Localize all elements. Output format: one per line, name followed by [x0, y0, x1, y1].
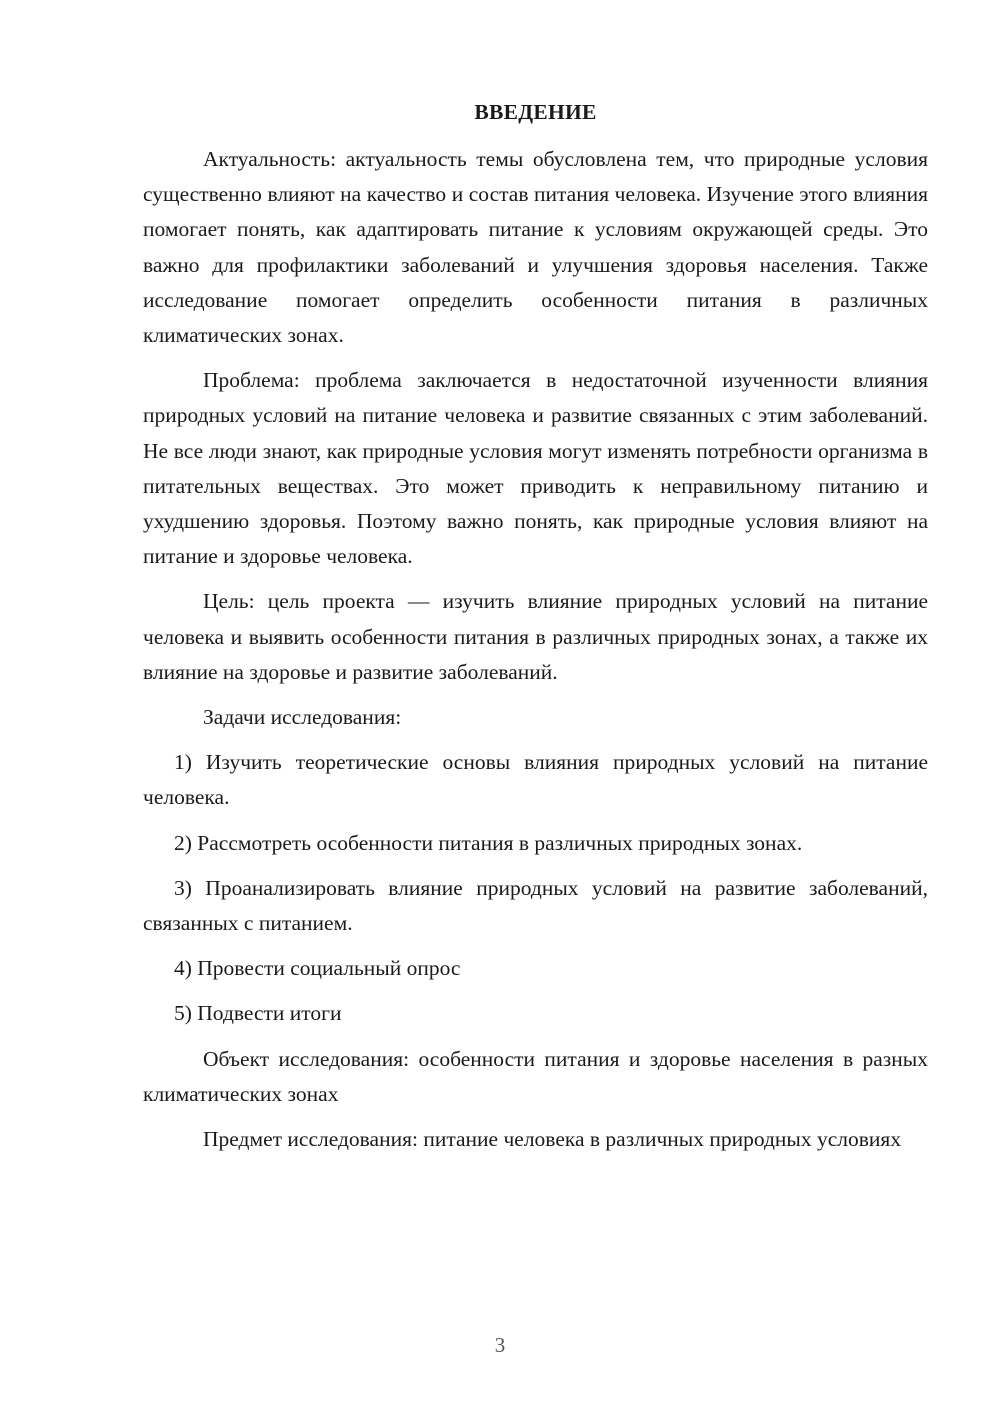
task-item-2: 2) Рассмотреть особенности питания в различных природных зонах. [174, 830, 803, 855]
tasks-intro: Задачи исследования: [203, 705, 402, 730]
task-item-3: 3) Проанализировать влияние природных условий на развитие заболеваний, связанных с питанием. [143, 875, 928, 936]
section-heading: ВВЕДЕНИЕ [474, 100, 597, 124]
task-item-5: 5) Подвести итоги [174, 1001, 342, 1026]
relevance-paragraph: Актуальность: актуальность темы обусловлена тем, что природные условия существенно влияют на качество и состав питания человека. Изучение этого влияния помогает понять, как адаптировать питание к условиям окружающей среды. Это важно для профилактики заболеваний и улучшения здоровья населения. Также исследование помогает определить особенности питания в различных климатических зонах. [143, 147, 928, 348]
task-item-1: 1) Изучить теоретические основы влияния природных условий на питание человека. [143, 750, 928, 810]
subject-paragraph: Предмет исследования: питание человека в различных природных условиях [203, 1127, 902, 1152]
page-number: 3 [494, 1333, 506, 1357]
goal-paragraph: Цель: цель проекта — изучить влияние природных условий на питание человека и выявить особенности питания в различных природных зонах, а также их влияние на здоровье и развитие заболеваний. [143, 589, 928, 684]
task-item-4: 4) Провести социальный опрос [174, 956, 461, 981]
problem-paragraph: Проблема: проблема заключается в недостаточной изученности влияния природных условий на питание человека и развитие связанных с этим заболеваний. Не все люди знают, как природные условия могут изменять потребности организма в питательных веществах. Это может приводить к неправильному питанию и ухудшению здоровья. Поэтому важно понять, как природные условия влияют на питание и здоровье человека. [143, 368, 928, 569]
object-paragraph: Объект исследования: особенности питания и здоровье населения в разных климатических зонах [143, 1046, 928, 1106]
document-page [143, 95, 928, 1167]
